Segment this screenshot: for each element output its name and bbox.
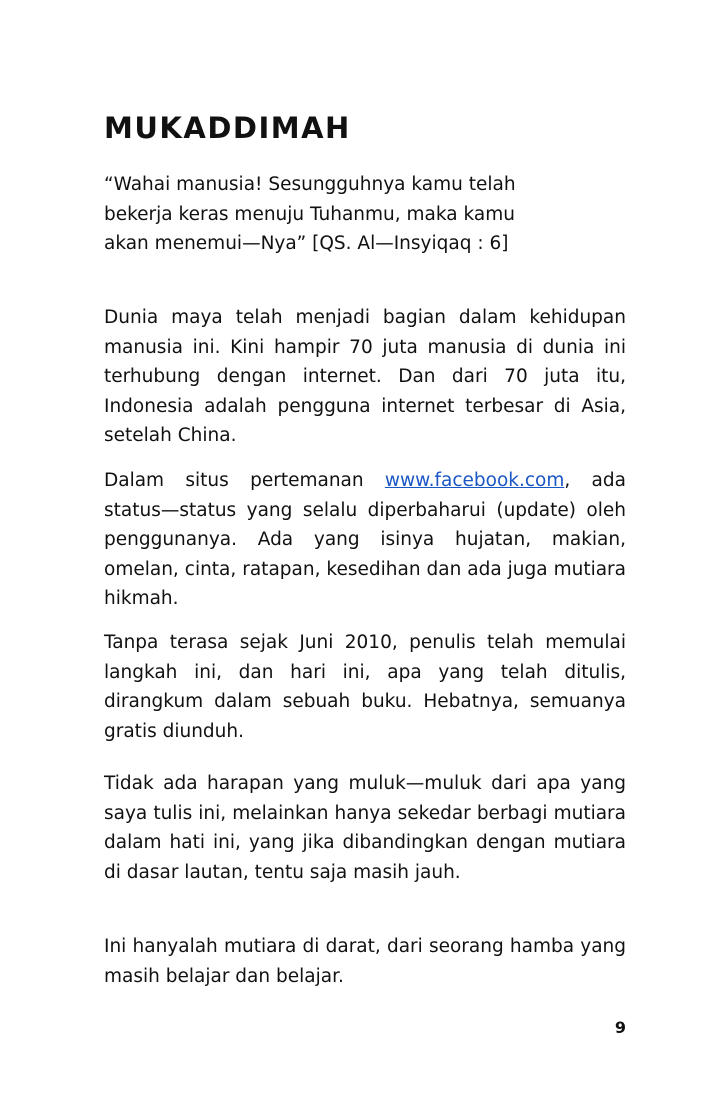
paragraph-5: Ini hanyalah mutiara di darat, dari seorang hamba yang masih belajar dan belajar. [104,936,626,987]
paragraph-4: Tidak ada harapan yang muluk—muluk dari apa yang saya tulis ini, melainkan hanya sekedar berbagi mutiara dalam hati ini, yang jika dibandingkan dengan mutiara di dasar lautan, tentu saja masih jauh. [104,773,626,883]
facebook-link[interactable]: www.facebook.com [384,470,565,491]
paragraph-2-intro: Dalam situs pertemanan [104,470,385,491]
paragraph-2 [104,466,626,614]
quran-quote: “Wahai manusia! Sesungguhnya kamu telah bekerja keras menuju Tuhanmu, maka kamu akan menemui—Nya” [QS. Al—Insyiqaq : 6] [104,174,516,254]
paragraph-2-rest: , ada status—status yang selalu diperbaharui (update) oleh penggunanya. Ada yang isinya hujatan, makian, omelan, cinta, ratapan, kesedihan dan ada juga mutiara hikmah. [104,470,626,609]
paragraph-1: Dunia maya telah menjadi bagian dalam kehidupan manusia ini. Kini hampir 70 juta manusia di dunia ini terhubung dengan internet. Dan dari 70 juta itu, Indonesia adalah pengguna internet terbesar di Asia, setelah China. [104,307,626,446]
page-number: 9 [614,1018,626,1037]
page-title: MUKADDIMAH [104,111,351,145]
book-page [104,0,626,1119]
paragraph-3: Tanpa terasa sejak Juni 2010, penulis telah memulai langkah ini, dan hari ini, apa yang telah ditulis, dirangkum dalam sebuah buku. Hebatnya, semuanya gratis diunduh. [104,632,626,742]
